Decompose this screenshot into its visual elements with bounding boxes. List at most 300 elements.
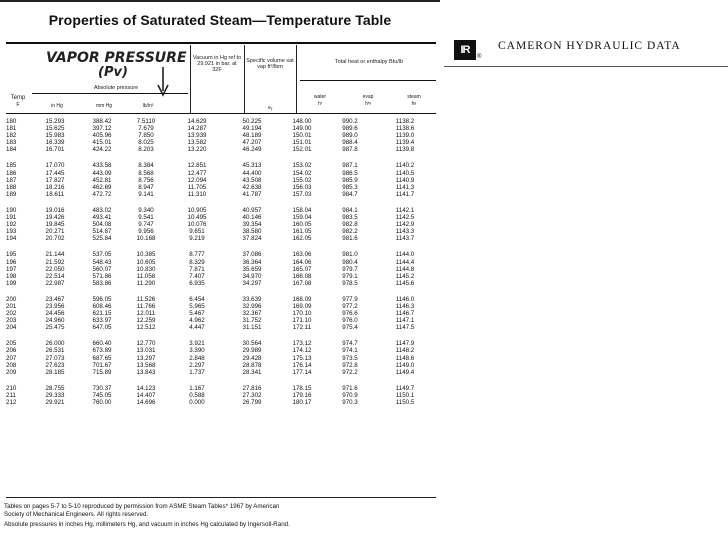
page-title: Properties of Saturated Steam—Temperature Table xyxy=(48,12,392,28)
table-cell: 1143.7 xyxy=(395,235,415,243)
table-cell: 415.01 xyxy=(92,139,112,147)
footnote-line-2: Society of Mechanical Engineers. All rights reserved. xyxy=(4,511,149,518)
handwritten-pv: (Pv) xyxy=(98,65,128,80)
table-cell: 987.8 xyxy=(342,146,358,154)
table-row xyxy=(6,132,436,139)
table-cell: 973.5 xyxy=(342,354,358,362)
table-row xyxy=(6,235,436,242)
table-cell: 0.000 xyxy=(189,399,205,406)
table-cell: 19.426 xyxy=(45,214,65,222)
table-cell: 207 xyxy=(6,354,17,362)
table-cell: 192 xyxy=(6,221,17,229)
table-cell: 1142.5 xyxy=(395,214,415,222)
table-cell: 198 xyxy=(6,272,17,280)
table-cell: 209 xyxy=(6,368,17,376)
table-cell: 1148.2 xyxy=(395,347,415,355)
table-cell: 977.9 xyxy=(342,295,358,303)
table-cell: 176.14 xyxy=(292,361,312,369)
table-cell: 174.12 xyxy=(292,347,312,355)
table-cell: 8.568 xyxy=(138,169,154,177)
table-row xyxy=(6,184,436,191)
table-cell: 35.659 xyxy=(242,265,262,273)
table-cell: 28.755 xyxy=(45,384,65,392)
table-cell: 1.167 xyxy=(189,384,205,392)
table-cell: 29.921 xyxy=(45,399,65,406)
table-row xyxy=(6,207,436,214)
table-cell: 3.390 xyxy=(189,347,205,355)
table-cell: 211 xyxy=(6,391,16,399)
brand-name: CAMERON HYDRAULIC DATA xyxy=(498,40,681,52)
table-cell: 8.025 xyxy=(138,139,154,147)
table-cell: 44.400 xyxy=(242,169,262,177)
footnote-line-3: Absolute pressures in inches Hg, millimeters Hg, and vacuum in inches Hg calculated by Ingersoll-Rand. xyxy=(4,521,290,528)
table-cell: 27.816 xyxy=(242,384,262,392)
group-spacer xyxy=(6,198,436,207)
table-cell: 36.364 xyxy=(242,258,262,266)
table-cell: 981.6 xyxy=(342,235,358,243)
table-cell: 608.46 xyxy=(92,302,112,310)
table-cell: 985.9 xyxy=(342,176,358,184)
table-cell: 17.070 xyxy=(45,162,65,170)
table-cell: 1144.4 xyxy=(395,258,415,266)
table-cell: 197 xyxy=(6,265,17,273)
table-cell: 42.638 xyxy=(242,183,262,191)
table-row xyxy=(6,296,436,303)
table-cell: 1142.9 xyxy=(395,221,415,229)
table-cell: 13.843 xyxy=(136,368,156,376)
table-row xyxy=(6,399,436,406)
table-cell: 206 xyxy=(6,347,17,355)
table-cell: 974.1 xyxy=(342,347,358,355)
table-cell: 162.05 xyxy=(292,235,312,243)
table-cell: 173.12 xyxy=(292,340,312,348)
table-row xyxy=(6,228,436,235)
table-cell: 15.293 xyxy=(45,118,65,125)
ingersoll-rand-logo: IR xyxy=(454,40,476,60)
table-cell: 149.00 xyxy=(292,125,312,133)
table-cell: 1141.7 xyxy=(395,190,415,198)
brand-rule xyxy=(444,66,728,67)
table-cell: 984.1 xyxy=(342,206,358,214)
table-cell: 32.367 xyxy=(242,310,262,318)
table-cell: 1147.1 xyxy=(395,317,415,325)
table-cell: 167.08 xyxy=(292,279,312,287)
table-cell: 204 xyxy=(6,324,17,332)
table-cell: 972.2 xyxy=(342,368,358,376)
table-cell: 43.508 xyxy=(242,176,262,184)
specific-volume-header: Specific volume sat vap ft³/lbm xyxy=(246,58,294,70)
table-cell: 971.6 xyxy=(342,384,358,392)
table-cell: 30.564 xyxy=(242,340,262,348)
mm-hg-header: mm Hg xyxy=(95,103,113,109)
table-cell: 148.00 xyxy=(292,118,312,125)
table-cell: 1149.4 xyxy=(395,368,415,376)
table-cell: 982.2 xyxy=(342,228,358,236)
table-cell: 970.3 xyxy=(342,399,358,406)
table-cell: 163.06 xyxy=(292,251,312,259)
table-cell: 13.031 xyxy=(136,347,156,355)
table-cell: 0.588 xyxy=(189,391,205,399)
table-cell: 32.996 xyxy=(242,302,262,310)
table-cell: 188 xyxy=(6,183,17,191)
table-cell: 979.1 xyxy=(342,272,358,280)
table-row xyxy=(6,177,436,184)
table-cell: 989.0 xyxy=(342,132,358,140)
table-cell: 17.445 xyxy=(45,169,65,177)
table-cell: 2.848 xyxy=(189,354,205,362)
table-cell: 39.354 xyxy=(242,221,262,229)
table-cell: 7.871 xyxy=(189,265,205,273)
table-cell: 10.385 xyxy=(136,251,156,259)
table-cell: 977.2 xyxy=(342,302,358,310)
table-cell: 970.9 xyxy=(342,391,358,399)
table-cell: 14.287 xyxy=(187,125,207,133)
table-cell: 168.09 xyxy=(292,295,312,303)
table-cell: 18.611 xyxy=(45,190,65,198)
table-cell: 1149.0 xyxy=(395,361,415,369)
table-cell: 472.72 xyxy=(92,190,112,198)
table-cell: 583.86 xyxy=(92,279,112,287)
column-separator xyxy=(190,45,191,113)
table-cell: 6.454 xyxy=(189,295,205,303)
table-cell: 504.08 xyxy=(92,221,112,229)
table-cell: 10.168 xyxy=(136,235,156,243)
temp-unit: F xyxy=(16,102,20,108)
table-row xyxy=(6,280,436,287)
table-cell: 974.7 xyxy=(342,340,358,348)
table-cell: 984.7 xyxy=(342,190,358,198)
group-spacer xyxy=(6,376,436,385)
table-row xyxy=(6,266,436,273)
table-cell: 12.094 xyxy=(187,176,207,184)
table-cell: 987.1 xyxy=(342,162,358,170)
table-cell: 47.207 xyxy=(242,139,262,147)
table-cell: 1142.1 xyxy=(395,206,415,214)
table-cell: 1144.8 xyxy=(395,265,415,273)
table-top-rule xyxy=(6,42,436,44)
table-cell: 1147.9 xyxy=(395,340,415,348)
table-cell: 48.189 xyxy=(242,132,262,140)
table-cell: 9.651 xyxy=(189,228,205,236)
table-cell: 158.04 xyxy=(292,206,312,214)
table-cell: 21.144 xyxy=(45,251,65,259)
table-cell: 1143.3 xyxy=(395,228,415,236)
table-cell: 187 xyxy=(6,176,17,184)
table-cell: 9.219 xyxy=(189,235,205,243)
table-cell: 979.7 xyxy=(342,265,358,273)
table-cell: 1146.3 xyxy=(395,302,415,310)
table-cell: 1140.5 xyxy=(395,169,415,177)
water-header: water xyxy=(313,94,327,100)
table-cell: 433.58 xyxy=(92,162,112,170)
table-cell: 1.737 xyxy=(189,368,205,376)
table-cell: 7.407 xyxy=(189,272,205,280)
table-cell: 37.086 xyxy=(242,251,262,259)
table-cell: 548.43 xyxy=(92,258,112,266)
table-cell: 687.65 xyxy=(92,354,112,362)
table-cell: 20.271 xyxy=(45,228,65,236)
table-cell: 1145.2 xyxy=(395,272,415,280)
table-cell: 24.456 xyxy=(45,310,65,318)
table-cell: 16.701 xyxy=(45,146,65,154)
table-cell: 388.42 xyxy=(92,118,112,125)
table-cell: 596.05 xyxy=(92,295,112,303)
table-cell: 14.696 xyxy=(136,399,156,406)
table-cell: 1150.1 xyxy=(395,391,415,399)
table-cell: 514.87 xyxy=(92,228,112,236)
table-row xyxy=(6,162,436,169)
table-cell: 11.526 xyxy=(136,295,156,303)
table-cell: 208 xyxy=(6,361,17,369)
table-cell: 165.07 xyxy=(292,265,312,273)
table-cell: 45.313 xyxy=(242,162,262,170)
table-row xyxy=(6,259,436,266)
table-cell: 730.37 xyxy=(92,384,112,392)
table-cell: 9.956 xyxy=(138,228,154,236)
table-cell: 46.249 xyxy=(242,146,262,154)
table-cell: 177.14 xyxy=(292,368,312,376)
table-cell: 452.81 xyxy=(92,176,112,184)
table-cell: 978.5 xyxy=(342,279,358,287)
table-cell: 745.05 xyxy=(92,391,112,399)
table-cell: 26.531 xyxy=(45,347,65,355)
water-symbol: hᶠ xyxy=(318,101,322,107)
table-cell: 10.076 xyxy=(187,221,207,229)
table-cell: 9.340 xyxy=(138,206,154,214)
table-cell: 49.194 xyxy=(242,125,262,133)
table-cell: 27.623 xyxy=(45,361,65,369)
table-cell: 21.592 xyxy=(45,258,65,266)
table-cell: 701.67 xyxy=(92,361,112,369)
table-cell: 16.339 xyxy=(45,139,65,147)
table-cell: 13.297 xyxy=(136,354,156,362)
table-cell: 170.10 xyxy=(292,310,312,318)
table-cell: 22.514 xyxy=(45,272,65,280)
table-cell: 537.05 xyxy=(92,251,112,259)
table-cell: 186 xyxy=(6,169,17,177)
table-cell: 205 xyxy=(6,340,17,348)
table-cell: 26.799 xyxy=(242,399,262,406)
lb-in2-header: lb/in² xyxy=(142,103,154,109)
table-cell: 25.475 xyxy=(45,324,65,332)
table-row xyxy=(6,392,436,399)
group-spacer xyxy=(6,153,436,162)
table-cell: 13.568 xyxy=(136,361,156,369)
table-cell: 4.962 xyxy=(189,317,205,325)
table-cell: 11.290 xyxy=(136,279,156,287)
table-row xyxy=(6,303,436,310)
table-cell: 201 xyxy=(6,302,17,310)
table-cell: 12.011 xyxy=(136,310,156,318)
table-cell: 8.329 xyxy=(189,258,205,266)
table-cell: 981.0 xyxy=(342,251,358,259)
abs-pressure-header: Absolute pressure xyxy=(93,85,139,91)
total-heat-rule xyxy=(300,80,436,81)
table-row xyxy=(6,340,436,347)
table-cell: 7.850 xyxy=(138,132,154,140)
table-cell: 1139.4 xyxy=(395,139,415,147)
table-cell: 189 xyxy=(6,190,17,198)
table-cell: 195 xyxy=(6,251,17,259)
table-cell: 10.495 xyxy=(187,214,207,222)
table-cell: 12.477 xyxy=(187,169,207,177)
table-cell: 976.6 xyxy=(342,310,358,318)
table-cell: 5.965 xyxy=(189,302,205,310)
table-cell: 37.824 xyxy=(242,235,262,243)
table-cell: 13.582 xyxy=(187,139,207,147)
table-cell: 50.225 xyxy=(242,118,262,125)
group-spacer xyxy=(6,331,436,340)
table-cell: 7.679 xyxy=(138,125,154,133)
table-cell: 181 xyxy=(6,125,17,133)
table-cell: 5.467 xyxy=(189,310,205,318)
group-spacer xyxy=(6,287,436,296)
table-cell: 1148.6 xyxy=(395,354,415,362)
table-cell: 29.333 xyxy=(45,391,65,399)
table-cell: 12.770 xyxy=(136,340,156,348)
table-cell: 4.447 xyxy=(189,324,205,332)
table-cell: 199 xyxy=(6,279,17,287)
table-cell: 153.02 xyxy=(292,162,312,170)
table-row xyxy=(6,191,436,198)
column-separator xyxy=(244,45,245,113)
table-row xyxy=(6,170,436,177)
table-cell: 34.970 xyxy=(242,272,262,280)
temp-header: Temp xyxy=(10,95,26,101)
table-cell: 27.073 xyxy=(45,354,65,362)
table-cell: 525.84 xyxy=(92,235,112,243)
table-cell: 210 xyxy=(6,384,17,392)
table-cell: 180.17 xyxy=(292,399,312,406)
table-cell: 980.4 xyxy=(342,258,358,266)
table-cell: 178.15 xyxy=(292,384,312,392)
table-cell: 633.97 xyxy=(92,317,112,325)
table-cell: 169.09 xyxy=(292,302,312,310)
table-cell: 31.151 xyxy=(242,324,262,332)
table-cell: 40.957 xyxy=(242,206,262,214)
table-cell: 1149.7 xyxy=(395,384,415,392)
table-row xyxy=(6,214,436,221)
table-cell: 405.96 xyxy=(92,132,112,140)
abs-pressure-rule xyxy=(32,93,188,94)
table-cell: 18.216 xyxy=(45,183,65,191)
table-cell: 157.03 xyxy=(292,190,312,198)
table-cell: 175.13 xyxy=(292,354,312,362)
table-cell: 27.302 xyxy=(242,391,262,399)
header-bottom-rule xyxy=(6,113,436,114)
group-spacer xyxy=(6,242,436,251)
evap-header: evap xyxy=(362,94,374,100)
table-cell: 982.8 xyxy=(342,221,358,229)
table-cell: 760.00 xyxy=(92,399,112,406)
table-cell: 33.639 xyxy=(242,295,262,303)
table-cell: 28.341 xyxy=(242,368,262,376)
table-cell: 12.851 xyxy=(187,162,207,170)
table-cell: 200 xyxy=(6,295,17,303)
table-cell: 15.983 xyxy=(45,132,65,140)
table-cell: 11.310 xyxy=(187,190,207,198)
table-bottom-rule xyxy=(6,497,436,498)
table-cell: 12.259 xyxy=(136,317,156,325)
table-cell: 14.123 xyxy=(136,384,156,392)
table-cell: 24.960 xyxy=(45,317,65,325)
table-cell: 990.2 xyxy=(342,118,358,125)
table-cell: 14.629 xyxy=(187,118,207,125)
table-cell: 196 xyxy=(6,258,17,266)
table-cell: 9.541 xyxy=(138,214,154,222)
table-cell: 212 xyxy=(6,399,17,406)
table-cell: 462.69 xyxy=(92,183,112,191)
table-cell: 1139.8 xyxy=(395,146,415,154)
table-cell: 156.03 xyxy=(292,183,312,191)
table-row xyxy=(6,251,436,258)
table-cell: 493.41 xyxy=(92,214,112,222)
footnote-line-1: Tables on pages 5-7 to 5-10 reproduced by permission from ASME Steam Tables* 1967 by American xyxy=(4,503,280,510)
table-cell: 159.04 xyxy=(292,214,312,222)
table-cell: 8.756 xyxy=(138,176,154,184)
table-cell: 1140.2 xyxy=(395,162,415,170)
table-cell: 193 xyxy=(6,228,17,236)
table-cell: 571.86 xyxy=(92,272,112,280)
table-cell: 647.05 xyxy=(92,324,112,332)
table-cell: 20.702 xyxy=(45,235,65,243)
table-cell: 191 xyxy=(6,214,17,222)
table-cell: 443.09 xyxy=(92,169,112,177)
table-cell: 1141.3 xyxy=(395,183,415,191)
table-cell: 560.07 xyxy=(92,265,112,273)
table-cell: 184 xyxy=(6,146,17,154)
table-cell: 660.40 xyxy=(92,340,112,348)
table-row xyxy=(6,355,436,362)
table-row xyxy=(6,324,436,331)
table-cell: 161.05 xyxy=(292,228,312,236)
table-cell: 164.06 xyxy=(292,258,312,266)
table-cell: 194 xyxy=(6,235,17,243)
table-row xyxy=(6,362,436,369)
table-cell: 673.89 xyxy=(92,347,112,355)
specific-volume-symbol: vᵧ xyxy=(267,105,273,111)
handwritten-vapor-pressure: VAPOR PRESSURE xyxy=(46,50,187,66)
table-cell: 483.02 xyxy=(92,206,112,214)
table-row xyxy=(6,369,436,376)
table-cell: 185 xyxy=(6,162,17,170)
table-cell: 1150.5 xyxy=(395,399,415,406)
table-cell: 179.16 xyxy=(292,391,312,399)
table-cell: 12.512 xyxy=(136,324,156,332)
table-cell: 8.947 xyxy=(138,183,154,191)
total-heat-header: Total heat or enthalpy Btu/lb xyxy=(334,59,404,65)
table-row xyxy=(6,273,436,280)
table-cell: 10.905 xyxy=(187,206,207,214)
table-cell: 1140.9 xyxy=(395,176,415,184)
table-cell: 160.05 xyxy=(292,221,312,229)
table-cell: 976.0 xyxy=(342,317,358,325)
table-cell: 38.580 xyxy=(242,228,262,236)
table-cell: 983.5 xyxy=(342,214,358,222)
table-row xyxy=(6,221,436,228)
table-cell: 23.467 xyxy=(45,295,65,303)
table-cell: 28.185 xyxy=(45,368,65,376)
table-row xyxy=(6,125,436,132)
table-cell: 180 xyxy=(6,118,17,125)
table-cell: 10.605 xyxy=(136,258,156,266)
table-cell: 152.01 xyxy=(292,146,312,154)
table-cell: 621.15 xyxy=(92,310,112,318)
table-cell: 1139.0 xyxy=(395,132,415,140)
table-cell: 29.989 xyxy=(242,347,262,355)
table-cell: 3.921 xyxy=(189,340,205,348)
table-cell: 14.407 xyxy=(136,391,156,399)
